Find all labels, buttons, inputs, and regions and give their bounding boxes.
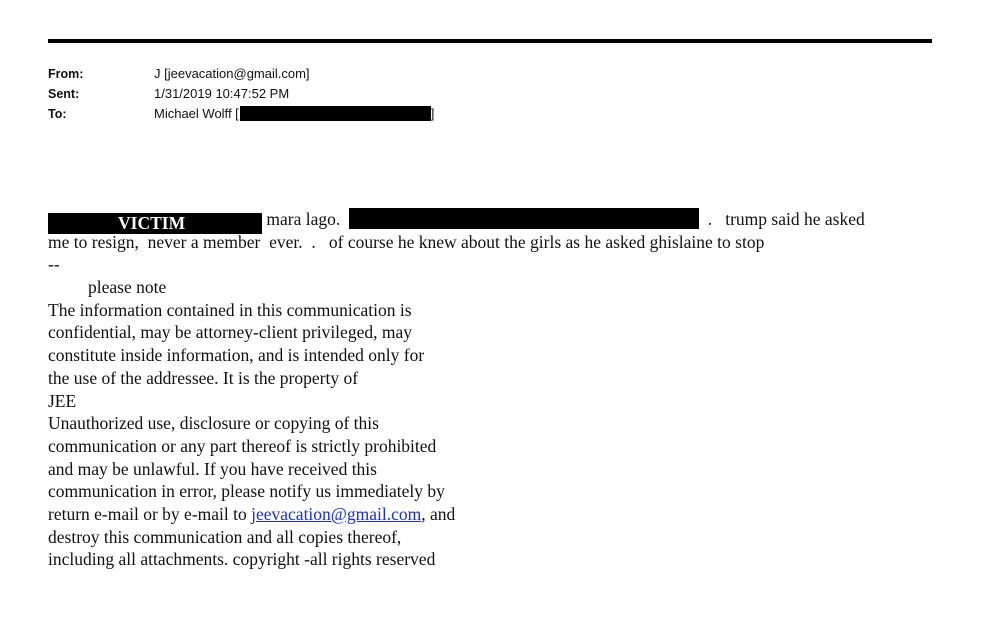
disclaimer-line: constitute inside information, and is intended only for [48,345,425,366]
from-row [48,64,434,84]
please-note: please note [88,277,167,298]
email-body [48,208,865,571]
redaction-box [349,208,699,229]
disclaimer-line: confidential, may be attorney-client privileged, may [48,322,412,343]
disclaimer-line: Unauthorized use, disclosure or copying of this [48,413,379,434]
to-value-suffix: ] [430,106,435,121]
email-link[interactable]: jeevacation@gmail.com [251,503,422,524]
disclaimer-line: JEE [48,390,77,411]
disclaimer-line: destroy this communication and all copies thereof, [48,526,402,547]
disclaimer-line: communication or any part thereof is strictly prohibited [48,435,437,456]
sent-label: Sent: [48,87,80,101]
to-row [48,104,434,124]
body-line-1-mid: mara lago. [262,209,349,229]
disclaimer-line: including all attachments. copyright -all rights reserved [48,549,436,570]
return-prefix: return e-mail or by e-mail to [48,503,252,524]
disclaimer-line: The information contained in this communication is [48,299,412,320]
body-line-1-end: . trump said he asked [698,209,865,229]
disclaimer-line: the use of the addressee. It is the property of [48,367,359,388]
from-value: J [jeevacation@gmail.com] [154,66,310,81]
victim-redaction: VICTIM [48,213,262,234]
from-label: From: [48,67,84,81]
body-line-2: me to resign, never a member ever. . of course he knew about the girls as he asked ghislaine to stop [48,231,765,252]
return-email-line [48,503,865,526]
to-value-prefix: Michael Wolff [ [154,106,239,121]
sent-row [48,84,434,104]
body-line-1 [48,208,865,231]
disclaimer-line: communication in error, please notify us immediately by [48,481,445,502]
signature-separator: -- [48,254,60,275]
redaction-box [240,106,431,121]
email-header [48,64,434,124]
top-divider [48,39,932,43]
disclaimer-line: and may be unlawful. If you have received this [48,458,377,479]
sent-value: 1/31/2019 10:47:52 PM [154,86,290,101]
return-suffix: , and [421,503,456,524]
to-label: To: [48,107,67,121]
to-value [154,104,434,124]
